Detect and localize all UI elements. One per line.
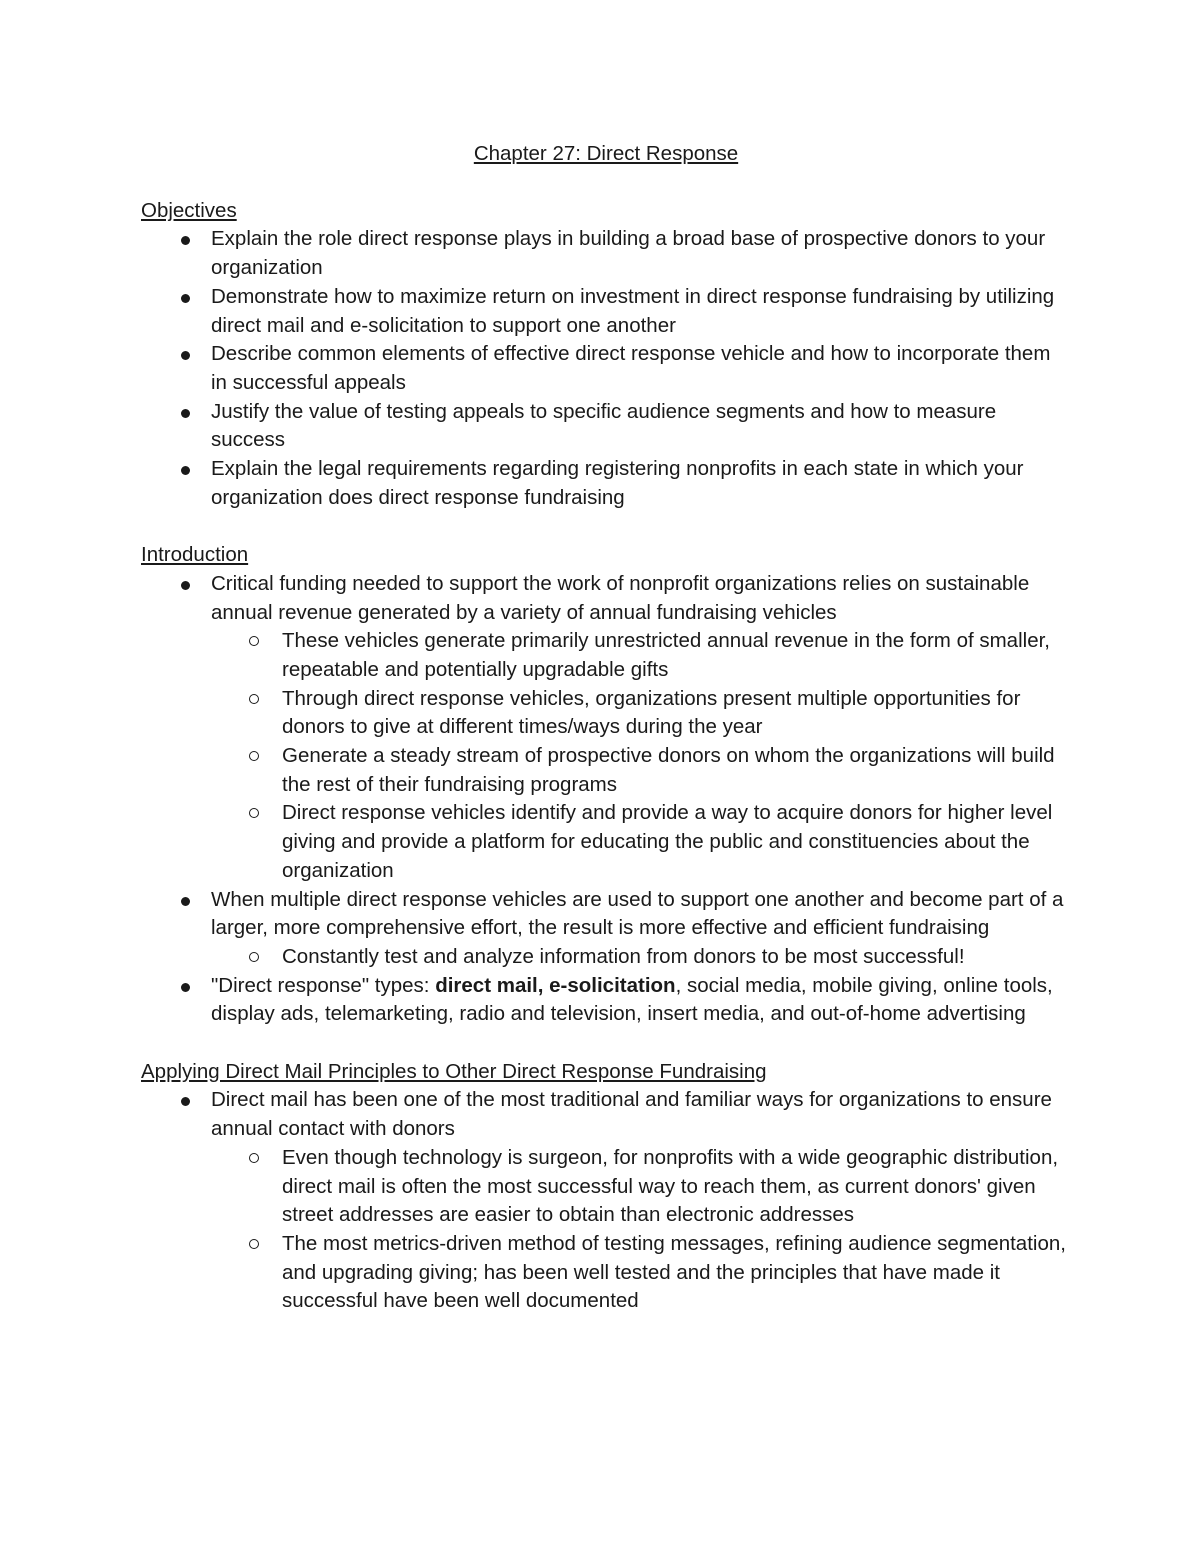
applying-heading: Applying Direct Mail Principles to Other Direct Response Fundraising	[141, 1059, 767, 1083]
list-item: Justify the value of testing appeals to specific audience segments and how to measure success	[141, 398, 1071, 455]
sub-list	[211, 1144, 1071, 1316]
bullet-icon	[181, 351, 190, 360]
sub-list-item: The most metrics-driven method of testing messages, refining audience segmentation, and upgrading giving; has been well tested and the principles that have made it successful have been well documented	[211, 1230, 1071, 1316]
sub-list-item: These vehicles generate primarily unrestricted annual revenue in the form of smaller, repeatable and potentially upgradable gifts	[211, 627, 1071, 684]
hollow-bullet-icon	[249, 808, 259, 818]
objectives-list	[141, 225, 1071, 512]
document-page	[141, 140, 1071, 1316]
sub-list	[211, 627, 1071, 885]
list-item: When multiple direct response vehicles are used to support one another and become part of a larger, more comprehensive effort, the result is more effective and efficient fundraising Constantly test and analyze information from donors to be most successful!	[141, 886, 1071, 972]
sub-list-item: Direct response vehicles identify and provide a way to acquire donors for higher level giving and provide a platform for educating the public and constituencies about the organization	[211, 799, 1071, 885]
bullet-icon	[181, 1097, 190, 1106]
list-item: Demonstrate how to maximize return on investment in direct response fundraising by utilizing direct mail and e-solicitation to support one another	[141, 283, 1071, 340]
introduction-list	[141, 570, 1071, 1029]
page-title: Chapter 27: Direct Response	[473, 142, 739, 165]
sub-list	[211, 943, 1071, 972]
spacer	[141, 512, 1071, 541]
bullet-icon	[181, 409, 190, 418]
list-item: "Direct response" types: direct mail, e-solicitation, social media, mobile giving, online tools, display ads, telemarketing, radio and television, insert media, and out-of-home advertising	[141, 972, 1071, 1029]
applying-list	[141, 1086, 1071, 1316]
hollow-bullet-icon	[249, 636, 259, 646]
bullet-icon	[181, 294, 190, 303]
bold-text: direct mail, e-solicitation	[435, 973, 676, 997]
bullet-icon	[181, 983, 190, 992]
bullet-icon	[181, 466, 190, 475]
hollow-bullet-icon	[249, 952, 259, 962]
bullet-icon	[181, 581, 190, 590]
sub-list-item: Generate a steady stream of prospective donors on whom the organizations will build the rest of their fundraising programs	[211, 742, 1071, 799]
hollow-bullet-icon	[249, 1153, 259, 1163]
list-item: Direct mail has been one of the most traditional and familiar ways for organizations to ensure annual contact with donors Even though technology is surgeon, for nonprofits with a wide geographic distribution, direct mail is often the most successful way to reach them, as current donors' given street addresses are easier to obtain than electronic addresses The most metrics-driven method of testing messages, refining audience segmentation, and upgrading giving; has been well tested and the principles that have made it successful have been well documented	[141, 1086, 1071, 1316]
sub-list-item: Constantly test and analyze information from donors to be most successful!	[211, 943, 1071, 972]
sub-list-item: Through direct response vehicles, organizations present multiple opportunities for donors to give at different times/ways during the year	[211, 685, 1071, 742]
hollow-bullet-icon	[249, 694, 259, 704]
list-item: Critical funding needed to support the work of nonprofit organizations relies on sustainable annual revenue generated by a variety of annual fundraising vehicles These vehicles generate primarily unrestricted annual revenue in the form of smaller, repeatable and potentially upgradable gifts Through direct response vehicles, organizations present multiple opportunities for donors to give at different times/ways during the year Generate a steady stream of prospective donors on whom the organizations will build the rest of their fundraising programs Direct response vehicles identify and provide a way to acquire donors for higher level giving and provide a platform for educating the public and constituencies about the organization	[141, 570, 1071, 886]
bullet-icon	[181, 236, 190, 245]
introduction-heading: Introduction	[141, 543, 249, 567]
list-item: Explain the role direct response plays in building a broad base of prospective donors to your organization	[141, 225, 1071, 282]
list-item: Explain the legal requirements regarding registering nonprofits in each state in which your organization does direct response fundraising	[141, 455, 1071, 512]
spacer	[141, 1029, 1071, 1058]
bullet-icon	[181, 897, 190, 906]
sub-list-item: Even though technology is surgeon, for nonprofits with a wide geographic distribution, direct mail is often the most successful way to reach them, as current donors' given street addresses are easier to obtain than electronic addresses	[211, 1144, 1071, 1230]
hollow-bullet-icon	[249, 1239, 259, 1249]
objectives-heading: Objectives	[141, 198, 237, 222]
hollow-bullet-icon	[249, 751, 259, 761]
list-item: Describe common elements of effective direct response vehicle and how to incorporate them in successful appeals	[141, 340, 1071, 397]
